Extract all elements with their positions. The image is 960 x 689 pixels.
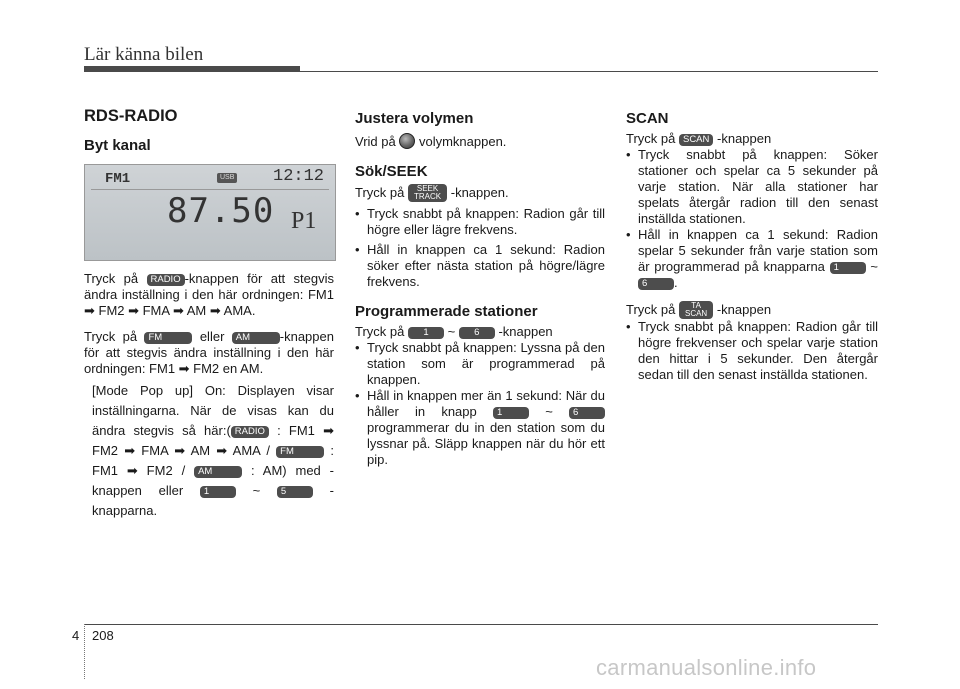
column-right: [626, 108, 878, 383]
header-title: Lär känna bilen: [84, 44, 204, 65]
preset-1-button-icon: 1: [408, 327, 444, 339]
scan-button-icon: SCAN: [679, 134, 713, 146]
preset-6-button-icon: 6: [638, 278, 674, 290]
radio-button-icon: RADIO: [231, 426, 269, 438]
ta-scan-button-icon: TA SCAN: [679, 301, 713, 319]
section-title-rds-radio: RDS-RADIO: [84, 107, 178, 125]
preset-1-button-icon: 1: [830, 262, 866, 274]
display-preset: P1: [291, 208, 317, 234]
list-item: • Tryck snabbt på knappen: Radion går till högre frekvenser och spelar varje station den hittar i 5 sekunder. Den återgår sedan till den senast inställda stationen.: [626, 319, 878, 382]
list-item: • Tryck snabbt på knappen: Radion går till högre eller lägre frekvens.: [355, 206, 605, 237]
section-number: 4: [72, 628, 80, 643]
column-left: [84, 108, 334, 521]
header-rule: [300, 71, 878, 72]
title-programmerade-stationer: Programmerade stationer: [355, 303, 538, 320]
fm-button-icon: FM: [144, 332, 192, 344]
title-scan: SCAN: [626, 110, 669, 127]
preset-1-button-icon: 1: [493, 407, 529, 419]
display-divider: [91, 189, 329, 190]
page-number: 208: [92, 628, 114, 643]
paragraph-seek: Tryck på SEEK TRACK -knappen.: [355, 184, 509, 201]
am-button-icon: AM: [194, 466, 242, 478]
paragraph-scan: Tryck på SCAN -knappen: [626, 131, 772, 146]
radio-button-icon: RADIO: [147, 274, 185, 286]
paragraph-mode-popup: [Mode Pop up] On: Displayen visar inställningarna. När de visas kan du ändra stegvis så här:( RADIO : FM1 ➡ FM2 ➡ FMA ➡ AM ➡ AMA / FM : FM1 ➡ FM2 / AM : AM) med - knappen eller 1 ~ 5 - knapparna.: [92, 383, 334, 518]
list-item: • Tryck snabbt på knappen: Lyssna på den station som är programmerad på knappen.: [355, 340, 605, 387]
preset-6-button-icon: 6: [569, 407, 605, 419]
display-time: 12:12: [273, 167, 325, 186]
column-middle: [355, 108, 605, 468]
volume-knob-icon: [399, 133, 415, 149]
title-justera-volymen: Justera volymen: [355, 110, 474, 127]
preset-5-button-icon: 5: [277, 486, 313, 498]
paragraph-volume: Vrid på volymknappen.: [355, 134, 507, 149]
paragraph-radio-button: Tryck på RADIO -knappen för att stegvis ändra inställning i den här ordningen: FM1 ➡ FM2 ➡ FMA ➡ AM ➡ AMA.: [84, 271, 334, 318]
footer-divider: [84, 624, 85, 679]
header-bar: [84, 66, 300, 72]
list-item: • Håll in knappen mer än 1 sekund: När du håller in knapp 1 ~ 6 programmerar du in den station som du lyssnar på. Släpp knappen när du hör ett pip.: [355, 388, 605, 467]
radio-display-image: [84, 164, 336, 261]
list-item: • Tryck snabbt på knappen: Söker stationer och spelar ca 5 sekunder på varje station. När alla stationer har spelats återgår radion till den senast inställda stationen.: [626, 147, 878, 226]
display-usb-badge: USB: [217, 173, 237, 183]
footer-rule: [84, 624, 878, 625]
list-item: • Håll in knappen ca 1 sekund: Radion söker efter nästa station på högre/lägre frekvens.: [355, 242, 605, 289]
paragraph-preset: Tryck på 1 ~ 6 -knappen: [355, 324, 553, 339]
display-band: FM1: [105, 171, 131, 187]
title-sok-seek: Sök/SEEK: [355, 163, 428, 180]
subtitle-byt-kanal: Byt kanal: [84, 137, 151, 154]
fm-button-icon: FM: [276, 446, 324, 458]
paragraph-fm-am-button: Tryck på FM eller AM -knappen för att stegvis ändra inställning i den här ordningen: FM1 ➡ FM2 en AM.: [84, 329, 334, 376]
display-frequency: 87.50: [167, 191, 275, 231]
list-item: • Håll in knappen ca 1 sekund: Radion spelar 5 sekunder från varje station som är programmerad på knapparna 1 ~ 6 .: [626, 227, 878, 290]
watermark: carmanualsonline.info: [596, 655, 817, 680]
am-button-icon: AM: [232, 332, 280, 344]
preset-6-button-icon: 6: [459, 327, 495, 339]
preset-1-button-icon: 1: [200, 486, 236, 498]
paragraph-ta-scan: Tryck på TA SCAN -knappen: [626, 301, 772, 318]
seek-track-button-icon: SEEK TRACK: [408, 184, 447, 202]
